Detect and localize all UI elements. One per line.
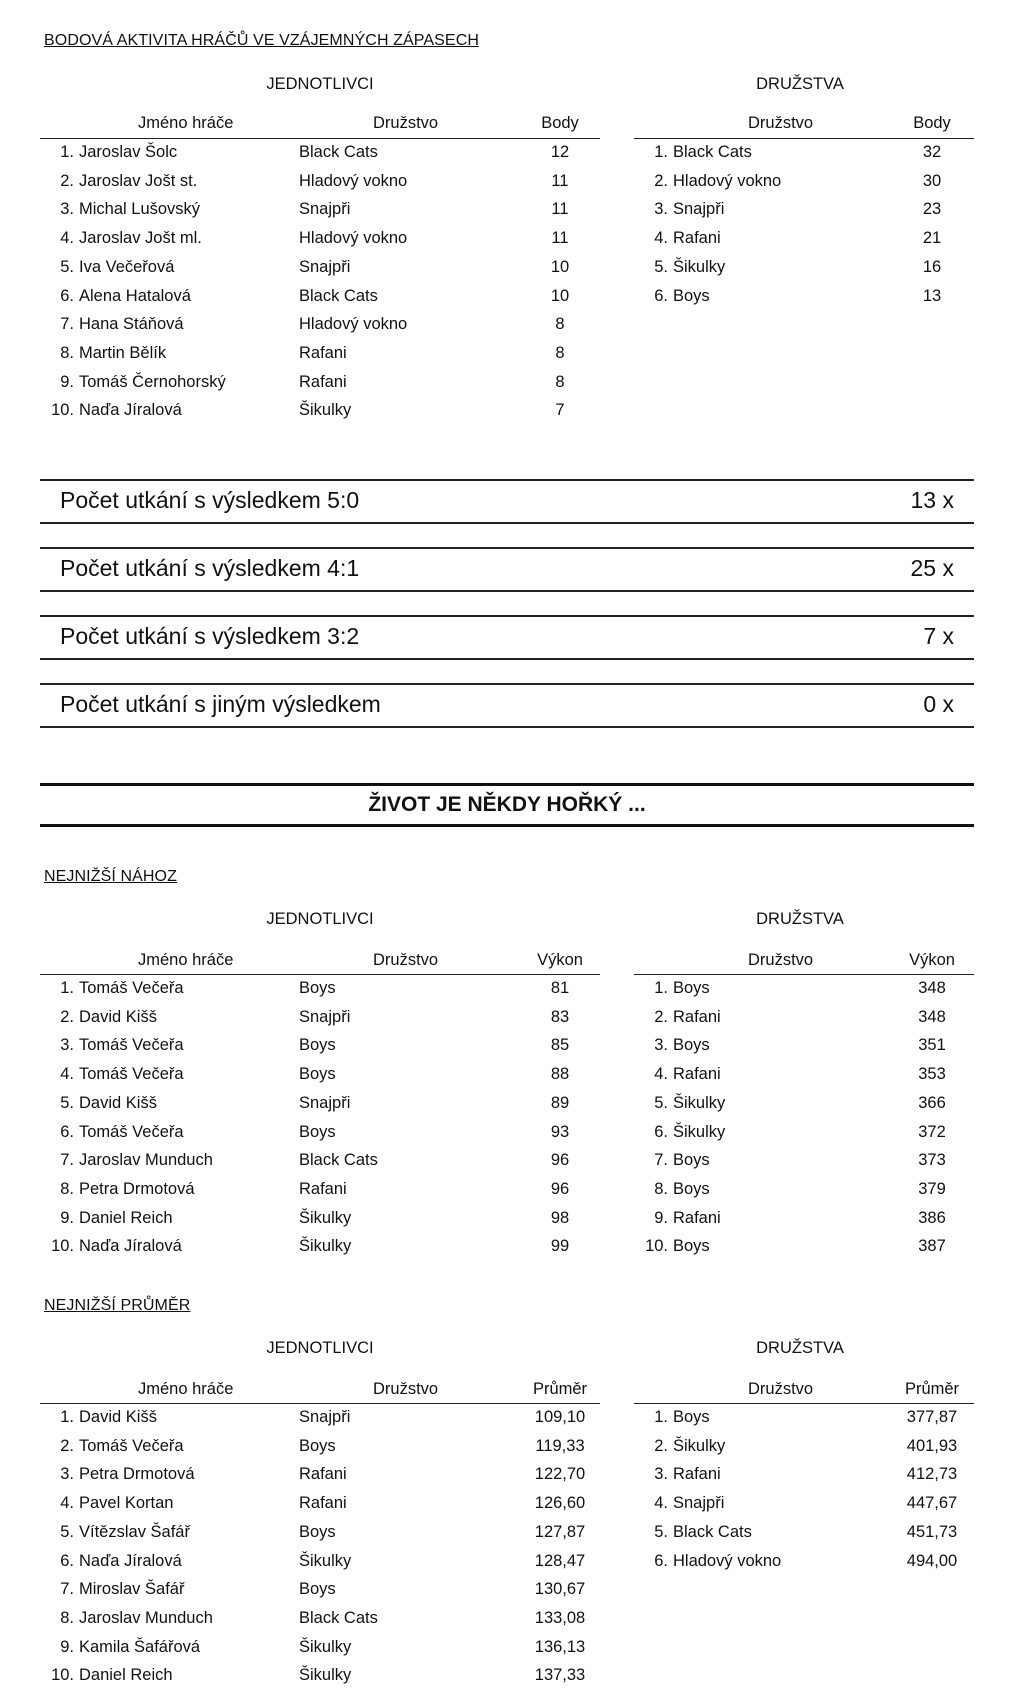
row-rank: 1. — [60, 979, 74, 997]
table-row — [40, 1146, 600, 1175]
row-rank: 5. — [60, 1522, 74, 1541]
row-rank: 6. — [60, 1551, 74, 1570]
row-player-name: Tomáš Večeřa — [79, 1436, 184, 1455]
stat-row — [40, 479, 974, 524]
individuals-title: JEDNOTLIVCI — [266, 75, 374, 93]
row-value: 96 — [550, 1151, 570, 1170]
stat-label: Počet utkání s výsledkem 5:0 — [60, 487, 360, 513]
row-value: 11 — [551, 200, 569, 219]
col-header-value: Výkon — [537, 951, 583, 969]
row-player-name: Petra Drmotová — [79, 1465, 195, 1484]
row-value: 122,70 — [534, 1465, 586, 1484]
row-team: Boys — [299, 1065, 336, 1084]
col-header-team: Družstvo — [373, 1380, 439, 1398]
row-value: 377,87 — [906, 1408, 958, 1426]
row-rank: 2. — [654, 171, 668, 190]
row-player-name: David Kišš — [79, 1408, 157, 1426]
row-player-name: Jaroslav Munduch — [79, 1608, 213, 1627]
row-team: Rafani — [673, 1465, 721, 1484]
row-team: Boys — [299, 1522, 336, 1541]
row-team: Hladový vokno — [299, 229, 408, 248]
col-header-value: Body — [913, 114, 951, 132]
section-title-lowest-throw: NEJNIŽŠÍ NÁHOZ — [44, 868, 177, 885]
row-player-name: Iva Večeřová — [79, 257, 175, 276]
table-row — [40, 1633, 600, 1662]
row-rank: 1. — [60, 1408, 74, 1426]
row-rank: 9. — [60, 372, 74, 391]
row-team: Rafani — [673, 1208, 721, 1227]
row-team: Hladový vokno — [673, 1551, 782, 1570]
table-row — [634, 253, 974, 282]
table-row — [40, 310, 600, 339]
row-rank: 4. — [654, 1494, 668, 1513]
row-rank: 1. — [60, 143, 74, 161]
row-value: 10 — [550, 257, 570, 276]
row-rank: 1. — [654, 1408, 668, 1426]
row-team: Rafani — [299, 343, 347, 362]
teams-title: DRUŽSTVA — [756, 910, 844, 928]
row-player-name: Naďa Jíralová — [79, 1551, 182, 1570]
row-value: 99 — [550, 1237, 570, 1256]
row-team: Snajpři — [299, 1408, 351, 1426]
row-rank: 3. — [60, 1465, 74, 1484]
table-row — [634, 224, 974, 253]
row-value: 16 — [922, 257, 942, 276]
row-value: 30 — [922, 171, 942, 190]
row-player-name: Pavel Kortan — [79, 1494, 174, 1513]
row-value: 32 — [922, 143, 942, 161]
row-team: Rafani — [299, 1494, 347, 1513]
row-value: 447,67 — [906, 1494, 958, 1513]
row-value: 11 — [551, 229, 569, 248]
teams-title: DRUŽSTVA — [756, 1339, 844, 1357]
row-value: 96 — [550, 1179, 570, 1198]
row-value: 93 — [550, 1122, 570, 1141]
row-rank: 5. — [60, 257, 74, 276]
row-player-name: Daniel Reich — [79, 1208, 173, 1227]
table-row — [40, 1460, 600, 1489]
row-team: Šikulky — [673, 1122, 726, 1141]
row-value: 10 — [550, 286, 570, 305]
row-team: Hladový vokno — [299, 171, 408, 190]
row-player-name: Tomáš Černohorský — [79, 372, 226, 391]
row-value: 494,00 — [906, 1551, 958, 1570]
row-rank: 7. — [60, 315, 74, 334]
col-header-team: Družstvo — [748, 1380, 814, 1398]
row-rank: 6. — [60, 286, 74, 305]
row-value: 127,87 — [534, 1522, 586, 1541]
table-row — [40, 368, 600, 397]
row-player-name: Tomáš Večeřa — [79, 979, 184, 997]
row-value: 85 — [550, 1036, 570, 1055]
table-row — [634, 1460, 974, 1489]
table-row — [40, 1547, 600, 1576]
row-rank: 3. — [60, 200, 74, 219]
row-value: 130,67 — [534, 1580, 586, 1599]
row-team: Šikulky — [673, 1436, 726, 1455]
row-value: 11 — [551, 171, 569, 190]
table-row — [40, 1403, 600, 1432]
stat-value: 7 x — [923, 623, 954, 649]
row-rank: 9. — [60, 1208, 74, 1227]
table-row — [40, 339, 600, 368]
row-team: Black Cats — [299, 1151, 378, 1170]
row-team: Šikulky — [299, 1637, 352, 1656]
table-row — [40, 167, 600, 196]
row-value: 412,73 — [906, 1465, 958, 1484]
row-player-name: Jaroslav Munduch — [79, 1151, 213, 1170]
row-player-name: Miroslav Šafář — [79, 1580, 185, 1599]
stat-label: Počet utkání s jiným výsledkem — [60, 691, 381, 717]
row-rank: 4. — [60, 229, 74, 248]
row-rank: 3. — [654, 1036, 668, 1055]
stat-value: 0 x — [923, 691, 954, 717]
row-rank: 4. — [654, 1065, 668, 1084]
row-team: Rafani — [673, 1065, 721, 1084]
row-team: Rafani — [299, 1465, 347, 1484]
row-rank: 8. — [60, 1608, 74, 1627]
row-value: 12 — [550, 143, 570, 161]
row-value: 401,93 — [906, 1436, 958, 1455]
row-team: Rafani — [299, 1179, 347, 1198]
row-team: Hladový vokno — [673, 171, 782, 190]
row-player-name: Tomáš Večeřa — [79, 1122, 184, 1141]
row-rank: 6. — [654, 1122, 668, 1141]
row-team: Rafani — [673, 1007, 721, 1026]
table-row — [40, 1489, 600, 1518]
row-value: 21 — [922, 229, 942, 248]
row-team: Boys — [299, 1122, 336, 1141]
row-team: Snajpři — [299, 1093, 351, 1112]
row-team: Boys — [673, 979, 710, 997]
table-row — [40, 1204, 600, 1233]
table-row — [634, 1175, 974, 1204]
table-row — [634, 1031, 974, 1060]
row-team: Boys — [673, 1036, 710, 1055]
row-team: Snajpři — [299, 1007, 351, 1026]
row-team: Šikulky — [299, 1208, 352, 1227]
row-value: 373 — [918, 1151, 946, 1170]
row-value: 372 — [918, 1122, 946, 1141]
row-value: 8 — [555, 372, 565, 391]
row-value: 387 — [918, 1237, 946, 1256]
row-team: Boys — [299, 1436, 336, 1455]
table-row — [634, 1089, 974, 1118]
table-row — [40, 195, 600, 224]
row-player-name: Naďa Jíralová — [79, 1237, 182, 1256]
row-rank: 7. — [654, 1151, 668, 1170]
table-row — [634, 1518, 974, 1547]
row-rank: 2. — [60, 1436, 74, 1455]
row-rank: 4. — [654, 229, 668, 248]
teams-title: DRUŽSTVA — [756, 75, 844, 93]
row-rank: 6. — [654, 1551, 668, 1570]
row-rank: 5. — [654, 1093, 668, 1112]
col-header-value: Body — [541, 114, 579, 132]
row-value: 366 — [918, 1093, 946, 1112]
stat-label: Počet utkání s výsledkem 4:1 — [60, 555, 360, 581]
row-rank: 6. — [654, 286, 668, 305]
table-row — [634, 167, 974, 196]
table-row — [40, 282, 600, 311]
row-value: 8 — [555, 315, 565, 334]
row-value: 7 — [555, 401, 565, 420]
table-row — [40, 1575, 600, 1604]
individuals-title: JEDNOTLIVCI — [266, 910, 374, 928]
table-row — [40, 1031, 600, 1060]
table-row — [634, 1003, 974, 1032]
table-row — [40, 1060, 600, 1089]
col-header-team: Družstvo — [373, 114, 439, 132]
row-value: 386 — [918, 1208, 946, 1227]
row-rank: 2. — [60, 1007, 74, 1026]
row-value: 88 — [550, 1065, 570, 1084]
table-row — [40, 1661, 600, 1690]
table-row — [40, 974, 600, 1003]
row-player-name: Petra Drmotová — [79, 1179, 195, 1198]
row-player-name: David Kišš — [79, 1007, 157, 1026]
row-team: Boys — [299, 1036, 336, 1055]
row-value: 89 — [550, 1093, 570, 1112]
row-player-name: Jaroslav Jošt st. — [79, 171, 198, 190]
table-row — [634, 1489, 974, 1518]
row-value: 126,60 — [534, 1494, 586, 1513]
table-row — [40, 1089, 600, 1118]
row-player-name: Naďa Jíralová — [79, 401, 182, 420]
row-value: 83 — [550, 1007, 570, 1026]
table-row — [634, 1232, 974, 1261]
row-team: Boys — [673, 1179, 710, 1198]
row-player-name: Hana Stáňová — [79, 315, 184, 334]
row-value: 23 — [922, 200, 942, 219]
individuals-title: JEDNOTLIVCI — [266, 1339, 374, 1357]
row-player-name: Martin Bělík — [79, 343, 167, 362]
row-rank: 2. — [60, 171, 74, 190]
row-team: Snajpři — [299, 257, 351, 276]
row-rank: 7. — [60, 1580, 74, 1599]
stat-label: Počet utkání s výsledkem 3:2 — [60, 623, 360, 649]
col-header-team: Družstvo — [748, 951, 814, 969]
row-value: 8 — [555, 343, 565, 362]
row-team: Šikulky — [673, 257, 726, 276]
table-row — [40, 1604, 600, 1633]
row-rank: 1. — [654, 979, 668, 997]
row-player-name: Jaroslav Jošt ml. — [79, 229, 202, 248]
row-team: Black Cats — [299, 1608, 378, 1627]
stat-row — [40, 683, 974, 728]
row-player-name: Alena Hatalová — [79, 286, 191, 305]
row-value: 136,13 — [534, 1637, 586, 1656]
row-rank: 10. — [51, 401, 74, 420]
row-team: Snajpři — [299, 200, 351, 219]
row-value: 348 — [918, 979, 946, 997]
row-team: Boys — [673, 1408, 710, 1426]
col-header-name: Jméno hráče — [138, 951, 234, 969]
table-row — [40, 396, 600, 425]
row-team: Black Cats — [299, 286, 378, 305]
col-header-value: Výkon — [909, 951, 955, 969]
section-title-lowest-average: NEJNIŽŠÍ PRŮMĚR — [44, 1297, 191, 1314]
table-row — [634, 138, 974, 167]
row-value: 119,33 — [535, 1436, 585, 1455]
row-team: Šikulky — [299, 1551, 352, 1570]
table-row — [40, 253, 600, 282]
row-team: Boys — [673, 286, 710, 305]
row-team: Šikulky — [299, 401, 352, 420]
row-value: 109,10 — [534, 1408, 586, 1426]
row-rank: 9. — [654, 1208, 668, 1227]
row-team: Rafani — [299, 372, 347, 391]
row-rank: 3. — [60, 1036, 74, 1055]
col-header-name: Jméno hráče — [138, 1380, 234, 1398]
row-player-name: Daniel Reich — [79, 1666, 173, 1685]
stat-row — [40, 547, 974, 592]
row-rank: 8. — [654, 1179, 668, 1198]
row-value: 137,33 — [534, 1666, 586, 1685]
row-team: Boys — [673, 1151, 710, 1170]
col-header-name: Jméno hráče — [138, 114, 234, 132]
row-rank: 5. — [654, 1522, 668, 1541]
col-header-value: Průměr — [904, 1380, 960, 1398]
stat-row — [40, 615, 974, 660]
stat-value: 25 x — [910, 555, 954, 581]
table-row — [40, 1175, 600, 1204]
row-player-name: David Kišš — [79, 1093, 157, 1112]
row-value: 351 — [918, 1036, 946, 1055]
row-team: Boys — [299, 979, 336, 997]
row-rank: 9. — [60, 1637, 74, 1656]
table-row — [40, 138, 600, 167]
col-header-value: Průměr — [532, 1380, 588, 1398]
row-rank: 1. — [654, 143, 668, 161]
row-rank: 5. — [654, 257, 668, 276]
row-rank: 7. — [60, 1151, 74, 1170]
row-value: 379 — [918, 1179, 946, 1198]
row-rank: 4. — [60, 1494, 74, 1513]
row-player-name: Tomáš Večeřa — [79, 1036, 184, 1055]
table-row — [40, 1118, 600, 1147]
row-team: Black Cats — [299, 143, 378, 161]
row-value: 348 — [918, 1007, 946, 1026]
table-row — [634, 282, 974, 311]
table-row — [634, 1403, 974, 1432]
row-team: Rafani — [673, 229, 721, 248]
row-team: Black Cats — [673, 143, 752, 161]
table-row — [40, 1232, 600, 1261]
table-row — [40, 1518, 600, 1547]
row-value: 13 — [922, 286, 942, 305]
row-player-name: Tomáš Večeřa — [79, 1065, 184, 1084]
table-row — [634, 1060, 974, 1089]
row-team: Boys — [673, 1237, 710, 1256]
row-player-name: Vítězslav Šafář — [79, 1522, 190, 1541]
row-rank: 4. — [60, 1065, 74, 1084]
stat-value: 13 x — [910, 487, 954, 513]
row-rank: 8. — [60, 343, 74, 362]
col-header-team: Družstvo — [748, 114, 814, 132]
section-title-points: BODOVÁ AKTIVITA HRÁČŮ VE VZÁJEMNÝCH ZÁPASECH — [44, 32, 480, 49]
row-value: 353 — [918, 1065, 946, 1084]
row-rank: 2. — [654, 1436, 668, 1455]
row-team: Hladový vokno — [299, 315, 408, 334]
table-row — [634, 1547, 974, 1576]
row-value: 451,73 — [906, 1522, 958, 1541]
table-row — [634, 195, 974, 224]
row-value: 81 — [550, 979, 570, 997]
row-player-name: Kamila Šafářová — [79, 1637, 201, 1656]
row-rank: 2. — [654, 1007, 668, 1026]
table-row — [634, 1204, 974, 1233]
row-team: Snajpři — [673, 200, 725, 219]
col-header-team: Družstvo — [373, 951, 439, 969]
row-rank: 8. — [60, 1179, 74, 1198]
table-row — [40, 224, 600, 253]
row-value: 98 — [550, 1208, 570, 1227]
row-rank: 5. — [60, 1093, 74, 1112]
row-player-name: Michal Lušovský — [79, 200, 201, 219]
table-row — [634, 974, 974, 1003]
row-rank: 6. — [60, 1122, 74, 1141]
table-row — [634, 1432, 974, 1461]
row-player-name: Jaroslav Šolc — [79, 143, 178, 161]
table-row — [634, 1146, 974, 1175]
row-value: 128,47 — [534, 1551, 586, 1570]
row-rank: 10. — [645, 1237, 668, 1256]
row-team: Šikulky — [299, 1666, 352, 1685]
row-team: Šikulky — [673, 1093, 726, 1112]
row-team: Šikulky — [299, 1237, 352, 1256]
row-rank: 3. — [654, 200, 668, 219]
row-team: Boys — [299, 1580, 336, 1599]
table-row — [40, 1432, 600, 1461]
row-team: Black Cats — [673, 1522, 752, 1541]
table-row — [634, 1118, 974, 1147]
row-team: Snajpři — [673, 1494, 725, 1513]
banner-heading: ŽIVOT JE NĚKDY HOŘKÝ ... — [40, 783, 974, 827]
row-rank: 3. — [654, 1465, 668, 1484]
row-rank: 10. — [51, 1666, 74, 1685]
row-value: 133,08 — [534, 1608, 586, 1627]
row-rank: 10. — [51, 1237, 74, 1256]
table-row — [40, 1003, 600, 1032]
